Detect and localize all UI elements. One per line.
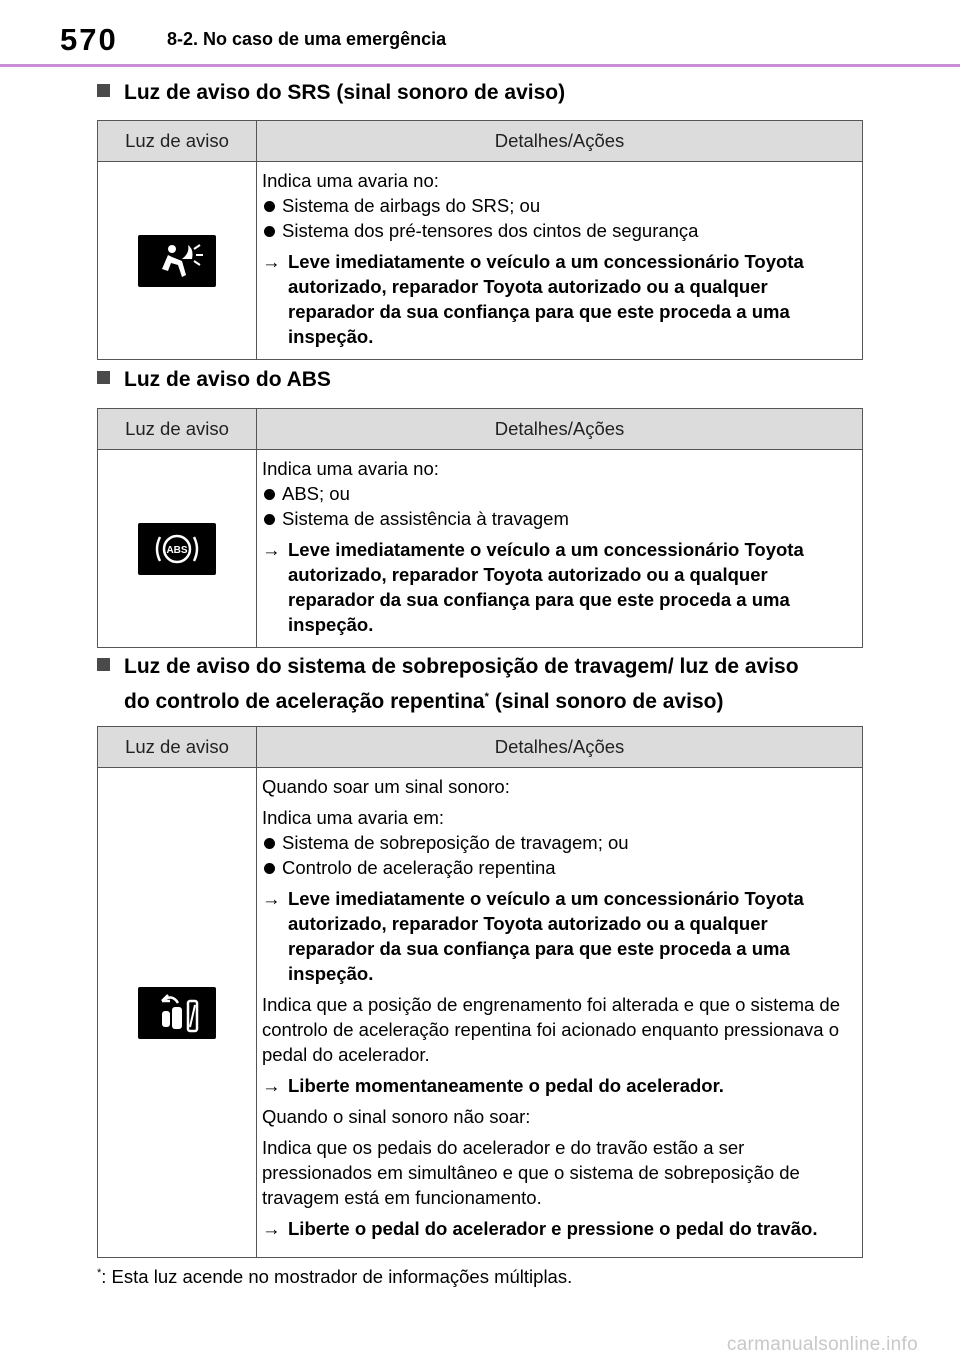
- col-header-light: Luz de aviso: [98, 121, 257, 162]
- details-srs: Indica uma avaria no: Sistema de airbags do SRS; ou Sistema dos pré-tensores dos cintos de segurança → Leve imediatamente o veículo a um concessionário Toyota autorizado, reparador Toyota autorizado ou a qualquer reparador da sua confiança para que este proceda a uma inspeção.: [257, 162, 863, 360]
- list-item: Controlo de aceleração repentina: [262, 855, 856, 880]
- footnote: *: Esta luz acende no mostrador de informações múltiplas.: [97, 1266, 573, 1287]
- section-title-srs: Luz de aviso do SRS (sinal sonoro de aviso): [97, 77, 565, 108]
- col-header-light: Luz de aviso: [98, 409, 257, 450]
- list-item: Sistema de airbags do SRS; ou: [262, 193, 856, 218]
- header-rule: [0, 64, 960, 67]
- watermark: carmanualsonline.info: [726, 1334, 918, 1355]
- action-text: → Liberte momentaneamente o pedal do acelerador.: [262, 1075, 724, 1096]
- list-item: ABS; ou: [262, 481, 856, 506]
- square-bullet-icon: [97, 84, 110, 97]
- details-brake-override: Quando soar um sinal sonoro: Indica uma avaria em: Sistema de sobreposição de travagem; ou Controlo de aceleração repentina → Leve imediatamente o veículo a um concessionário Toyota autorizado, reparador Toyota autorizado ou a qualquer reparador da sua confiança para que este proceda a uma inspeção. Indica que a posição de engrenamento foi alterada e que o sistema de controlo de aceleração repentina foi acionado enquanto pressionava o pedal do acelerador. → Liberte momentaneamente o pedal do acelerador. Quando o sinal sonoro não soar: Indica que os pedais do acelerador e do travão estão a ser pressionados em simultâneo e que o sistema de sobreposição de travagem está em funcionamento. → Liberte o pedal do acelerador e pressione o pedal do travão.: [257, 768, 863, 1258]
- square-bullet-icon: [97, 658, 110, 671]
- chapter-title: 8-2. No caso de uma emergência: [167, 29, 447, 49]
- table-abs: [97, 408, 863, 648]
- table-srs: [97, 120, 863, 360]
- srs-airbag-icon: [138, 235, 216, 287]
- list-item: Sistema de sobreposição de travagem; ou: [262, 830, 856, 855]
- col-header-light: Luz de aviso: [98, 727, 257, 768]
- page-number: 570: [60, 22, 118, 57]
- action-text: → Liberte o pedal do acelerador e pressione o pedal do travão.: [262, 1218, 818, 1239]
- section-title-abs: Luz de aviso do ABS: [97, 364, 331, 395]
- col-header-details: Detalhes/Ações: [257, 121, 863, 162]
- action-text: → Leve imediatamente o veículo a um concessionário Toyota autorizado, reparador Toyota autorizado ou a qualquer reparador da sua confiança para que este proceda a uma inspeção.: [262, 539, 804, 635]
- list-item: Sistema dos pré-tensores dos cintos de segurança: [262, 218, 856, 243]
- details-abs: Indica uma avaria no: ABS; ou Sistema de assistência à travagem → Leve imediatamente o veículo a um concessionário Toyota autorizado, reparador Toyota autorizado ou a qualquer reparador da sua confiança para que este proceda a uma inspeção.: [257, 450, 863, 648]
- action-text: → Leve imediatamente o veículo a um concessionário Toyota autorizado, reparador Toyota autorizado ou a qualquer reparador da sua confiança para que este proceda a uma inspeção.: [262, 251, 804, 347]
- square-bullet-icon: [97, 371, 110, 384]
- svg-text:ABS: ABS: [166, 544, 188, 556]
- page-header: [0, 0, 960, 66]
- section-title-brake-override: Luz de aviso do sistema de sobreposição de travagem/ luz de aviso do controlo de aceleração repentina* (sinal sonoro de aviso): [97, 651, 799, 717]
- action-text: → Leve imediatamente o veículo a um concessionário Toyota autorizado, reparador Toyota autorizado ou a qualquer reparador da sua confiança para que este proceda a uma inspeção.: [262, 888, 804, 984]
- pedal-icon: [138, 987, 216, 1039]
- table-brake-override: [97, 726, 863, 1258]
- col-header-details: Detalhes/Ações: [257, 727, 863, 768]
- abs-icon: [138, 523, 216, 575]
- col-header-details: Detalhes/Ações: [257, 409, 863, 450]
- list-item: Sistema de assistência à travagem: [262, 506, 856, 531]
